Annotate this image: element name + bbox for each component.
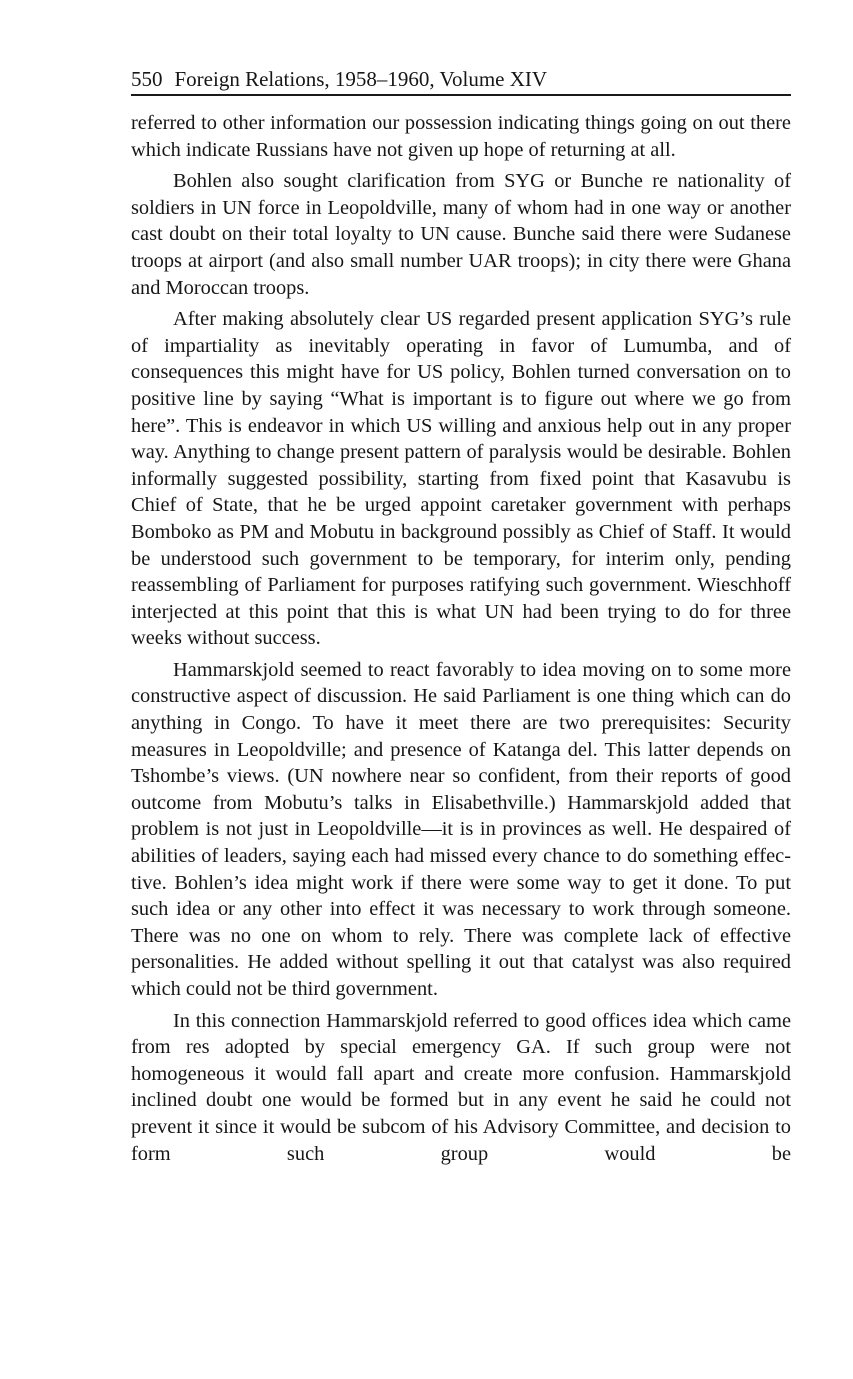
paragraph: Bohlen also sought clarification from SYG or Bunche re nationality of soldiers in UN force in Leopoldville, many of whom had in one way or another cast doubt on their total loyalty to UN cause. Bunche said there were Sudanese troops at airport (and also small number UAR troops); in city there were Ghana and Moroccan troops. <box>131 170 791 299</box>
paragraph: After making absolutely clear US regarded present application SYG’s rule of impartiality as inevitably operating in favor of Lumumba, and of consequences this might have for US policy, Bohlen turned conversation on to positive line by saying “What is important is to figure out where we go from here”. This is endeavor in which US willing and anxious help out in any proper way. Anything to change present pattern of paralysis would be desirable. Bohlen informally suggested possibility, starting from fixed point that Kasavubu is Chief of State, that he be urged appoint caretaker government with perhaps Bomboko as PM and Mobutu in background possibly as Chief of Staff. It would be understood such government to be temporary, for interim only, pending reassembling of Parliament for purposes ratifying such government. Wieschhoff interjected at this point that this is what UN had been trying to do for three weeks without success. <box>131 308 791 650</box>
paragraph: In this connection Hammarskjold referred to good offices idea which came from res adopted by special emergency GA. If such group were not homogeneous it would fall apart and create more confusion. Hammarskjold inclined doubt one would be formed but in any event he said he could not prevent it since it would be subcom of his Advisory Committee, and decision to form such group would be <box>131 1009 791 1165</box>
document-page <box>131 66 791 1172</box>
paragraph: Hammarskjold seemed to react favorably to idea moving on to some more constructive aspect of discussion. He said Parliament is one thing which can do anything in Congo. To have it meet there are two prerequisites: Security measures in Leopoldville; and presence of Katanga del. This latter depends on Tshombe’s views. (UN nowhere near so confident, from their reports of good outcome from Mobutu’s talks in Elisabethville.) Hammarskjold added that problem is not just in Leopoldville—it is in provinces as well. He despaired of abilities of leaders, saying each had missed every chance to do something effective. Bohlen’s idea might work if there were some way to get it done. To put such idea or any other into effect it was necessary to work through someone. There was no one on whom to rely. There was complete lack of effective personalities. He added without spelling it out that catalyst was also required which could not be third government. <box>131 658 791 1000</box>
paragraph: referred to other information our possession indicating things going on out there which indicate Russians have not given up hope of returning at all. <box>131 112 791 161</box>
running-head <box>131 66 791 96</box>
running-title: Foreign Relations, 1958–1960, Volume XIV <box>174 67 548 91</box>
page-number: 550 <box>131 67 163 91</box>
